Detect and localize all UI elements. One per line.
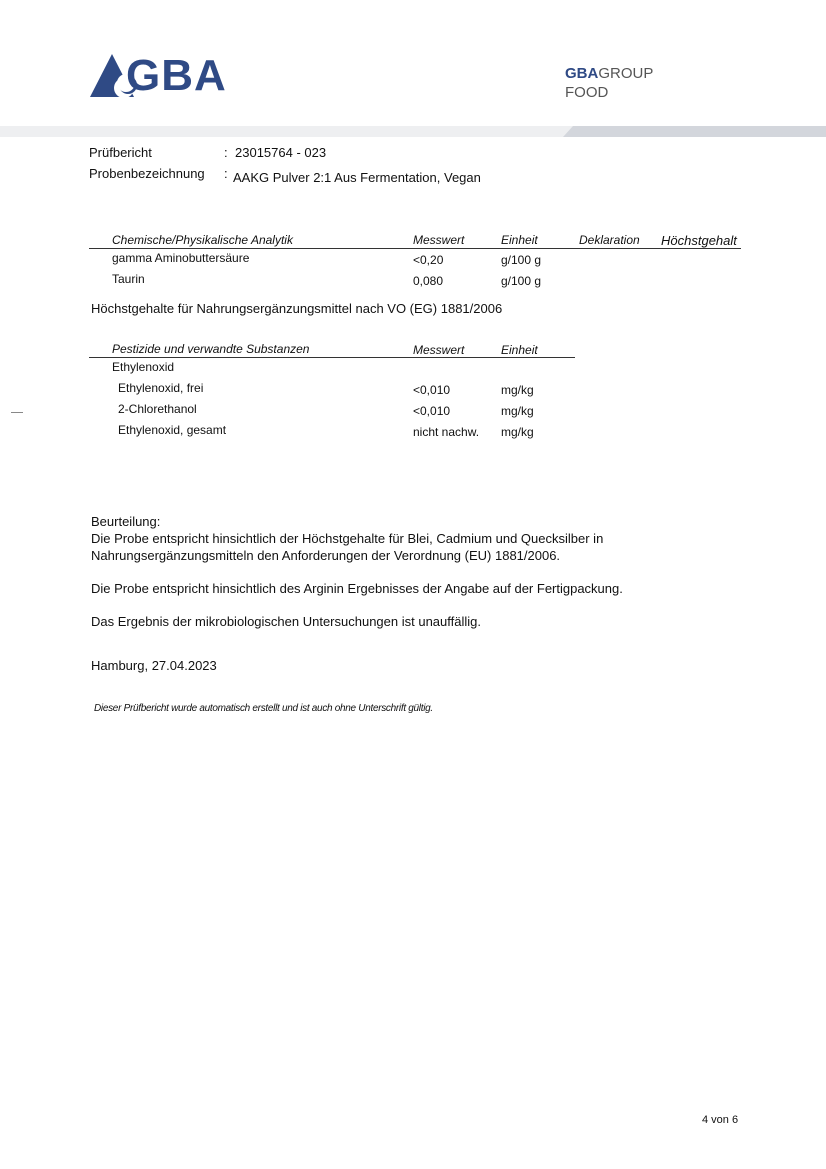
report-number: 23015764 - 023 — [235, 145, 327, 160]
t1-header-einheit: Einheit — [501, 233, 538, 247]
page-number: 4 von 6 — [702, 1114, 739, 1126]
sample-name: AAKG Pulver 2:1 Aus Fermentation, Vegan — [233, 170, 481, 185]
assessment-title: Beurteilung: — [91, 514, 161, 529]
assessment-para2: Die Probe entspricht hinsichtlich des Arginin Ergebnisses der Angabe auf der Fertigpackung. — [91, 581, 623, 596]
t2-header-einheit: Einheit — [501, 343, 538, 357]
t1-row2-unit: g/100 g — [501, 274, 542, 288]
t1-row2-name: Taurin — [112, 272, 145, 286]
report-label: Prüfbericht — [89, 145, 152, 160]
t2-header-rule — [89, 357, 575, 358]
t1-header-deklaration: Deklaration — [579, 233, 640, 247]
assessment-line1: Die Probe entspricht hinsichtlich der Höchstgehalte für Blei, Cadmium und Quecksilber in — [91, 531, 604, 546]
sample-colon: : — [224, 166, 228, 181]
fold-mark — [11, 412, 23, 413]
t2-header-substanzen: Pestizide und verwandte Substanzen — [112, 342, 310, 356]
t1-header-analytik: Chemische/Physikalische Analytik — [112, 233, 293, 247]
header-band-accent — [563, 126, 826, 137]
t2-row3-unit: mg/kg — [501, 425, 534, 439]
t2-header-messwert: Messwert — [413, 343, 465, 357]
group-label — [565, 64, 653, 102]
group-sub: FOOD — [565, 84, 609, 101]
t1-row2-value: 0,080 — [413, 274, 444, 288]
sample-label: Probenbezeichnung — [89, 166, 205, 181]
t2-row1-name: Ethylenoxid, frei — [118, 381, 204, 395]
group-rest: GROUP — [598, 65, 654, 82]
t1-row1-unit: g/100 g — [501, 253, 542, 267]
t2-row3-value: nicht nachw. — [413, 425, 480, 439]
t2-row1-unit: mg/kg — [501, 383, 534, 397]
footnote: Dieser Prüfbericht wurde automatisch erstellt und ist auch ohne Unterschrift gültig. — [94, 703, 433, 714]
t2-row2-name: 2-Chlorethanol — [118, 402, 197, 416]
t1-row1-value: <0,20 — [413, 253, 444, 267]
t1-header-rule — [89, 248, 741, 249]
t1-header-messwert: Messwert — [413, 233, 465, 247]
t1-row1-name: gamma Aminobuttersäure — [112, 251, 250, 265]
logo-text: GBA — [126, 51, 227, 100]
t2-row1-value: <0,010 — [413, 383, 451, 397]
t2-group-label: Ethylenoxid — [112, 360, 175, 374]
place-date: Hamburg, 27.04.2023 — [91, 658, 217, 673]
t2-row2-unit: mg/kg — [501, 404, 534, 418]
group-bold: GBA — [565, 65, 599, 82]
t2-row3-name: Ethylenoxid, gesamt — [118, 423, 227, 437]
report-colon: : — [224, 145, 228, 160]
t1-header-hoechstgehalt: Höchstgehalt — [661, 233, 737, 248]
t2-row2-value: <0,010 — [413, 404, 451, 418]
assessment-line2: Nahrungsergänzungsmitteln den Anforderungen der Verordnung (EU) 1881/2006. — [91, 548, 561, 563]
assessment-para3: Das Ergebnis der mikrobiologischen Untersuchungen ist unauffällig. — [91, 614, 481, 629]
t1-note: Höchstgehalte für Nahrungsergänzungsmittel nach VO (EG) 1881/2006 — [91, 301, 503, 316]
